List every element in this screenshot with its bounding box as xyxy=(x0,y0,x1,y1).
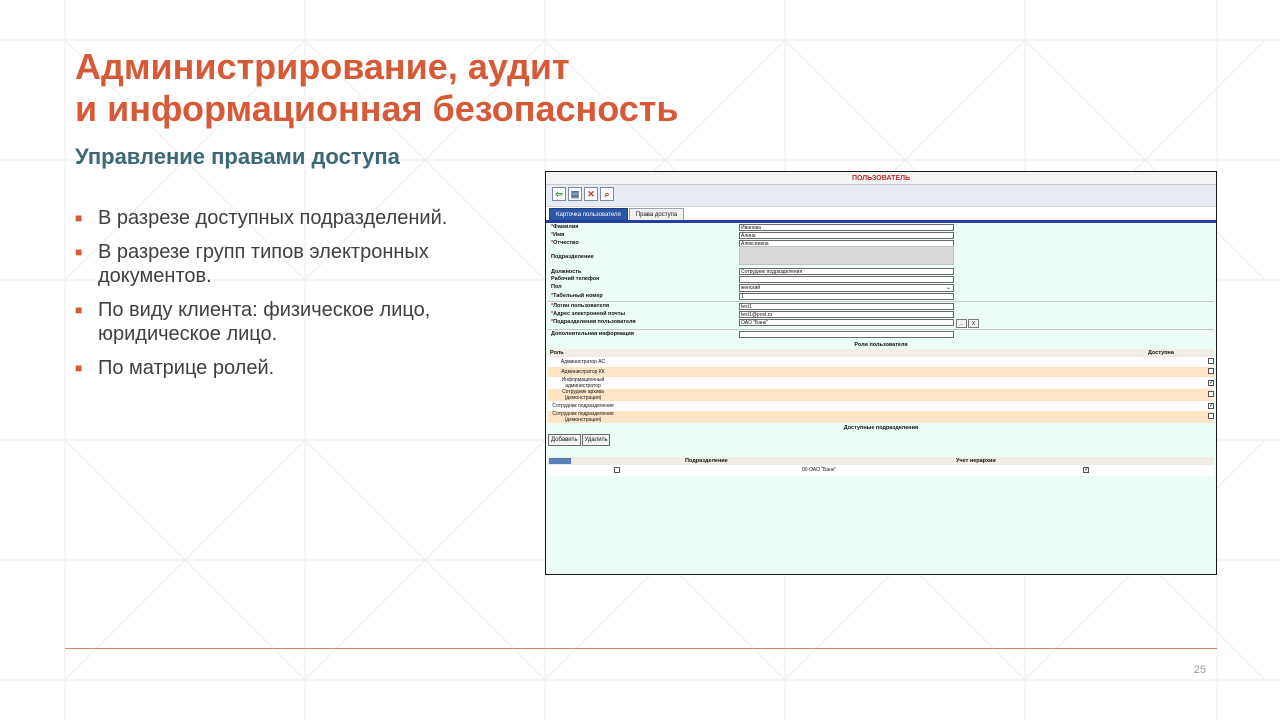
work-phone-label: Рабочий телефон xyxy=(551,276,600,282)
role-checkbox[interactable] xyxy=(1208,368,1214,374)
window-title: ПОЛЬЗОВАТЕЛЬ xyxy=(546,172,1216,185)
table-row xyxy=(548,401,1214,411)
email-label: *Адрес электронной почты xyxy=(551,311,626,317)
footer-divider xyxy=(65,648,1217,649)
email-field[interactable]: test1@post.ru xyxy=(739,311,954,318)
last-name-label: *Фамилия xyxy=(551,224,579,230)
role-checkbox[interactable] xyxy=(1208,391,1214,397)
unit-name: 00 ОАО "Банк" xyxy=(802,467,836,473)
user-units-field[interactable]: ОАО "Банк" xyxy=(739,319,954,326)
units-section-title: Доступные подразделения xyxy=(843,425,919,431)
user-card-window xyxy=(545,171,1217,575)
table-row xyxy=(548,465,1214,476)
units-button-row xyxy=(546,434,1216,447)
login-field[interactable]: test1 xyxy=(739,303,954,310)
roles-col-available: Доступна xyxy=(618,349,1214,357)
role-checkbox[interactable] xyxy=(1208,358,1214,364)
role-name: Сотрудник подразделения xyxy=(548,401,618,411)
tab-access-rights[interactable]: Права доступа xyxy=(629,208,684,220)
units-col-unit: Подразделение xyxy=(685,458,728,464)
tab-user-card[interactable]: Карточка пользователя xyxy=(549,208,628,220)
roles-table xyxy=(548,349,1214,423)
save-icon[interactable]: ▤ xyxy=(568,187,582,201)
divider xyxy=(548,329,1214,330)
pager-icon[interactable] xyxy=(549,458,571,464)
bullet-item: ■ По матрице ролей. xyxy=(75,357,275,379)
slide-title xyxy=(75,46,679,130)
role-name: Администратор АС xyxy=(548,357,618,367)
divider xyxy=(548,301,1214,302)
personnel-number-field[interactable]: 1 xyxy=(739,293,954,300)
first-name-field[interactable]: Алина xyxy=(739,232,954,239)
bullet-item: ■ В разрезе групп типов электронных документов. xyxy=(75,241,429,287)
remove-unit-button[interactable]: Удалить xyxy=(582,434,611,446)
unit-select-checkbox[interactable] xyxy=(614,467,620,473)
slide-title-line2: и информационная безопасность xyxy=(75,88,679,129)
role-name: Администратор КК xyxy=(548,367,618,377)
roles-col-role: Роль xyxy=(548,349,618,357)
units-col-hierarchy: Учет иерархии xyxy=(956,458,996,464)
role-name: Информационный администратор xyxy=(548,377,618,389)
bullet-marker-icon: ■ xyxy=(75,361,83,375)
position-field[interactable]: Сотрудник подразделения xyxy=(739,268,954,275)
browse-units-button[interactable]: ... xyxy=(956,319,967,328)
position-label: Должность xyxy=(551,269,582,275)
patronymic-field[interactable]: Алексеевна xyxy=(739,240,954,247)
bullet-item: ■ По виду клиента: физическое лицо, юридическое лицо. xyxy=(75,299,431,345)
chevron-down-icon: ⌄ xyxy=(945,285,951,291)
table-row xyxy=(548,411,1214,423)
first-name-label: *Имя xyxy=(551,232,565,238)
delete-icon[interactable]: ✕ xyxy=(584,187,598,201)
bullet-marker-icon: ■ xyxy=(75,211,83,225)
personnel-number-label: *Табельный номер xyxy=(551,293,603,299)
user-units-label: *Подразделения пользователя xyxy=(551,319,636,325)
bullet-marker-icon: ■ xyxy=(75,303,83,317)
login-label: *Логин пользователя xyxy=(551,303,610,309)
last-name-field[interactable]: Иванова xyxy=(739,224,954,231)
table-row xyxy=(548,377,1214,389)
patronymic-label: *Отчество xyxy=(551,240,579,246)
roles-section-title: Роли пользователя xyxy=(854,342,908,348)
table-row xyxy=(548,389,1214,401)
table-row xyxy=(548,367,1214,377)
slide-title-line1: Администрирование, аудит xyxy=(75,46,570,87)
page-number: 25 xyxy=(1193,664,1206,676)
search-icon[interactable]: ⌕ xyxy=(600,187,614,201)
gender-select[interactable]: женский ⌄ xyxy=(739,284,954,292)
role-checkbox-checked[interactable]: ✓ xyxy=(1209,403,1215,409)
add-unit-button[interactable]: Добавить xyxy=(548,434,581,446)
slide-subtitle: Управление правами доступа xyxy=(75,144,400,169)
bullet-list xyxy=(75,206,515,390)
role-checkbox[interactable] xyxy=(1208,413,1214,419)
units-table-header xyxy=(548,457,1214,465)
work-phone-field[interactable] xyxy=(739,276,954,283)
table-row xyxy=(548,357,1214,367)
extra-info-field[interactable] xyxy=(739,331,954,338)
role-name: Сотрудник подразделения (демонстрация) xyxy=(548,411,618,423)
unit-hierarchy-checkbox-checked[interactable]: ✓ xyxy=(1084,467,1090,473)
toolbar xyxy=(546,185,1216,207)
department-field xyxy=(739,246,954,265)
department-label: Подразделение xyxy=(551,254,594,260)
gender-label: Пол xyxy=(551,284,562,290)
user-form xyxy=(546,223,1216,341)
bullet-item: ■ В разрезе доступных подразделений. xyxy=(75,207,448,229)
back-arrow-icon[interactable]: ⇦ xyxy=(552,187,566,201)
clear-units-button[interactable]: X xyxy=(968,319,979,328)
extra-info-label: Дополнительная информация xyxy=(551,331,634,337)
role-name: Сотрудник архива (демонстрация) xyxy=(548,389,618,401)
role-checkbox-checked[interactable]: ✓ xyxy=(1209,380,1215,386)
bullet-marker-icon: ■ xyxy=(75,245,83,259)
tab-bar xyxy=(546,207,1216,220)
